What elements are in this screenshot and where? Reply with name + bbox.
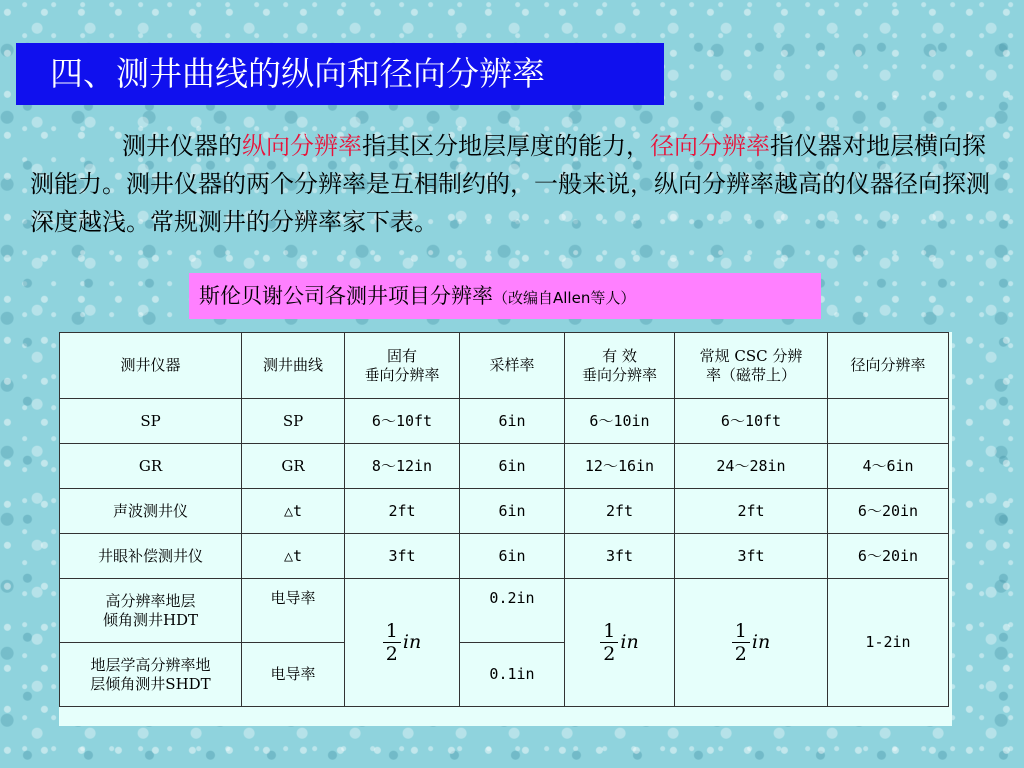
hdt-tool-line1: 高分辨率地层 xyxy=(105,591,196,610)
para-text-3: 指仪器对地层横向探测能力。测井仪器的两个分辨率是互相制约的，一般来说，纵向分辨率越高的仪器径向探测深度越浅。常规测井的分辨率家下表。 xyxy=(30,132,990,236)
cell-fixed: 8～12in xyxy=(345,444,460,489)
header-radial-resolution: 径向分辨率 xyxy=(828,333,949,399)
cell-csc: 2ft xyxy=(675,489,828,534)
cell-radial: 6～20in xyxy=(828,534,949,579)
cell-sample: 6in xyxy=(460,444,565,489)
fraction-half-inch xyxy=(383,620,421,665)
header-curve: 测井曲线 xyxy=(242,333,345,399)
cell-fixed: 6～10ft xyxy=(345,399,460,444)
fraction-numerator: 1 xyxy=(600,620,618,643)
header-fixed-resolution xyxy=(345,333,460,399)
shdt-tool-line1: 地层学高分辨率地 xyxy=(90,655,211,674)
cell-curve: △t xyxy=(242,534,345,579)
cell-radial xyxy=(828,399,949,444)
cell-effective: 12～16in xyxy=(565,444,675,489)
header-csc-line2: 率（磁带上） xyxy=(705,365,796,384)
header-fixed-line1: 固有 xyxy=(386,346,417,365)
cell-csc-dipmeter xyxy=(675,579,828,707)
fraction-denominator: 2 xyxy=(603,643,616,665)
table-row xyxy=(60,534,949,579)
cell-radial-dipmeter: 1-2in xyxy=(828,579,949,707)
table-row-hdt xyxy=(60,579,949,643)
cell-sample-shdt: 0.1in xyxy=(460,643,565,707)
cell-tool: 声波测井仪 xyxy=(60,489,242,534)
para-text-1: 测井仪器的 xyxy=(122,132,242,160)
fraction-denominator: 2 xyxy=(734,643,747,665)
header-sample-rate: 采样率 xyxy=(460,333,565,399)
table-caption-main: 斯伦贝谢公司各测井项目分辨率 xyxy=(199,284,493,308)
cell-fixed-dipmeter xyxy=(345,579,460,707)
table-header-row xyxy=(60,333,949,399)
table-caption xyxy=(189,273,821,319)
cell-sample-hdt: 0.2in xyxy=(460,579,565,643)
para-text-2: 指其区分地层厚度的能力， xyxy=(362,132,650,160)
table-row xyxy=(60,399,949,444)
fraction-unit: in xyxy=(751,631,771,653)
cell-fixed: 2ft xyxy=(345,489,460,534)
fraction-unit: in xyxy=(402,631,422,653)
shdt-tool-line2: 层倾角测井SHDT xyxy=(90,674,211,693)
cell-effective: 6～10in xyxy=(565,399,675,444)
header-fixed-line2: 垂向分辨率 xyxy=(364,365,440,384)
header-eff-line1: 有 效 xyxy=(602,346,637,365)
slide-title: 四、测井曲线的纵向和径向分辨率 xyxy=(16,43,664,105)
table-row xyxy=(60,489,949,534)
table-caption-note: （改编自Allen等人） xyxy=(493,289,636,307)
cell-curve: △t xyxy=(242,489,345,534)
cell-effective: 2ft xyxy=(565,489,675,534)
cell-tool-shdt xyxy=(60,643,242,707)
highlight-radial-resolution: 径向分辨率 xyxy=(650,132,770,160)
fraction-numerator: 1 xyxy=(732,620,750,643)
intro-paragraph xyxy=(30,127,1005,241)
highlight-vertical-resolution: 纵向分辨率 xyxy=(242,132,362,160)
cell-sample: 6in xyxy=(460,489,565,534)
cell-curve-shdt: 电导率 xyxy=(242,643,345,707)
fraction-unit: in xyxy=(620,631,639,653)
hdt-tool-line2: 倾角测井HDT xyxy=(102,610,199,629)
cell-fixed: 3ft xyxy=(345,534,460,579)
cell-csc: 6～10ft xyxy=(675,399,828,444)
table-row xyxy=(60,444,949,489)
cell-sample: 6in xyxy=(460,534,565,579)
cell-tool: 井眼补偿测井仪 xyxy=(60,534,242,579)
cell-radial: 4～6in xyxy=(828,444,949,489)
cell-sample: 6in xyxy=(460,399,565,444)
cell-effective-dipmeter xyxy=(565,579,675,707)
header-tool: 测井仪器 xyxy=(60,333,242,399)
cell-tool: GR xyxy=(60,444,242,489)
cell-effective: 3ft xyxy=(565,534,675,579)
fraction-half-inch xyxy=(600,620,638,665)
cell-radial: 6～20in xyxy=(828,489,949,534)
fraction-denominator: 2 xyxy=(385,643,398,665)
cell-tool-hdt xyxy=(60,579,242,643)
resolution-table xyxy=(59,332,949,707)
resolution-table-panel xyxy=(59,332,952,726)
header-csc-line1: 常规 CSC 分辨 xyxy=(699,346,803,365)
header-csc-resolution xyxy=(675,333,828,399)
header-effective-resolution xyxy=(565,333,675,399)
cell-csc: 3ft xyxy=(675,534,828,579)
fraction-numerator: 1 xyxy=(383,620,401,643)
cell-curve: SP xyxy=(242,399,345,444)
cell-tool: SP xyxy=(60,399,242,444)
cell-curve-hdt: 电导率 xyxy=(242,579,345,643)
header-eff-line2: 垂向分辨率 xyxy=(581,365,657,384)
cell-csc: 24～28in xyxy=(675,444,828,489)
fraction-half-inch xyxy=(732,620,770,665)
cell-curve: GR xyxy=(242,444,345,489)
